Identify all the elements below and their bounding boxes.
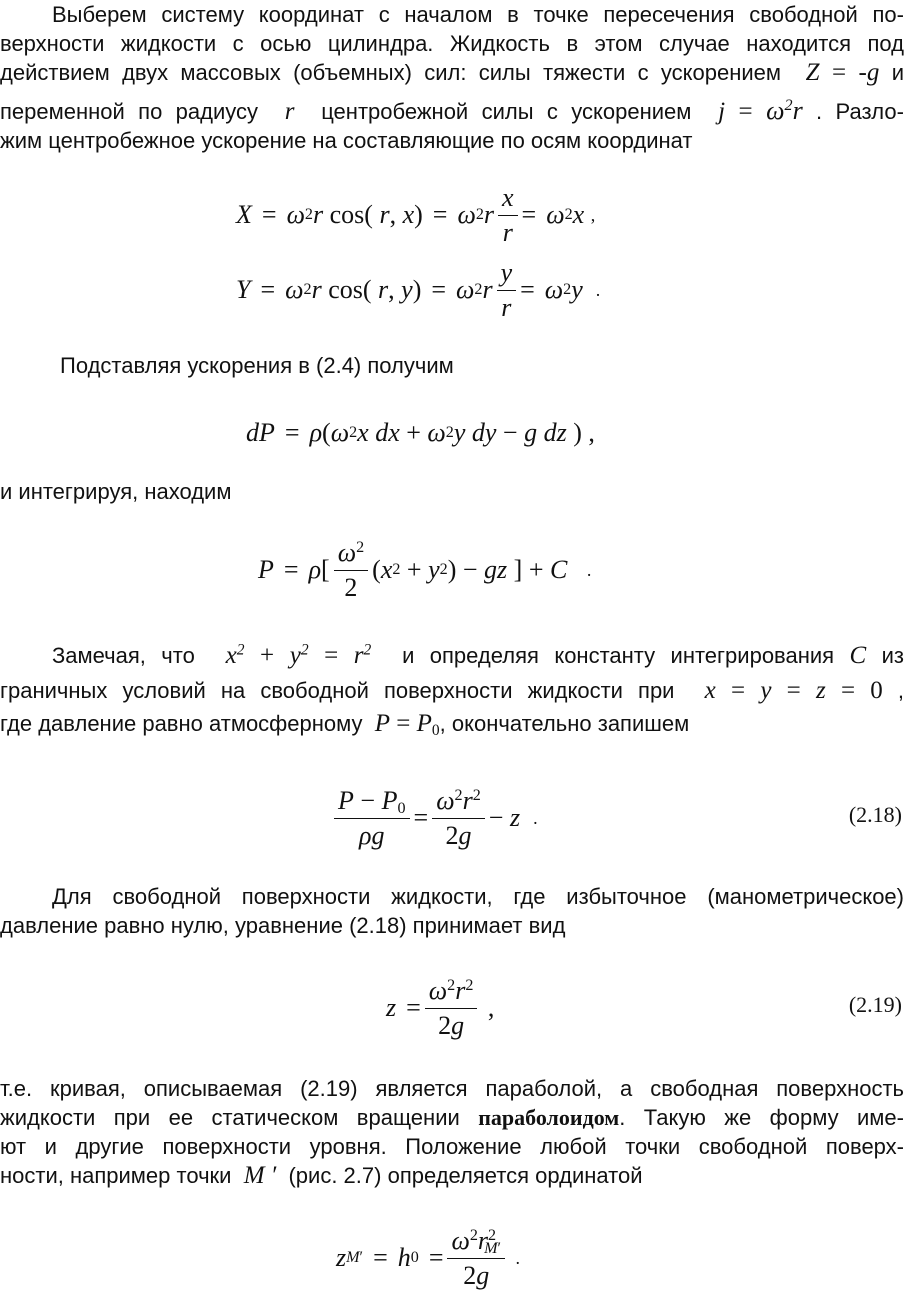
formula-C: C — [849, 642, 867, 669]
paragraph-free-surface — [0, 882, 904, 940]
text-fragment: и — [891, 60, 904, 85]
text-fragment: граничных условий на свободной поверхности жидкости при — [0, 678, 675, 703]
text-fragment: , окончательно запишем — [439, 711, 690, 736]
fraction: $\frac{\omega^2r^2}{2g}$ — [432, 786, 485, 851]
bold-term: параболоидом — [478, 1105, 620, 1130]
text-line: Для свободной поверхности жидкости, где избыточное (манометрическое) — [52, 884, 904, 909]
formula-r: r — [284, 98, 295, 125]
equation-X: X = ω 2 r cos( r , x ) = ω 2 r $\frac{x}{r}$ = ω 2 x , — [236, 182, 596, 247]
fraction: $\frac{\omega^2}{2}$ — [334, 538, 368, 603]
formula: = — [715, 677, 761, 704]
text-line — [0, 709, 904, 738]
formula: z — [816, 677, 826, 704]
formula: x — [704, 677, 716, 704]
text-fragment: и определяя константу интегрирования — [402, 643, 835, 668]
equation-2-18: $\frac{P - P_0}{\rho g}$ = $\frac{\omega^2r^2}{2g}$ − z . — [330, 778, 538, 858]
text-line: верхности жидкости с осью цилиндра. Жидкость в этом случае находится под — [0, 31, 904, 56]
text-fragment: из — [881, 643, 904, 668]
equation-number: (2.18) — [848, 802, 902, 827]
formula: P — [374, 710, 391, 737]
formula: $y^2$ — [289, 641, 309, 669]
text-line: и интегрируя, находим — [0, 479, 232, 504]
text-fragment: (рис. 2.7) определяется ординатой — [288, 1163, 643, 1188]
text-fragment: где давление равно атмосферному — [0, 711, 363, 736]
formula-omega: $\omega^2r$ — [766, 96, 803, 125]
paragraph-substituting — [60, 351, 860, 380]
equation-number: (2.19) — [848, 992, 902, 1017]
text-line — [0, 1161, 904, 1190]
text-line — [0, 641, 904, 670]
formula-eq: = - — [819, 59, 867, 86]
formula-M-prime: M ′ — [243, 1162, 277, 1189]
text-line — [0, 96, 904, 126]
text-fragment: Замечая, что — [52, 643, 195, 668]
text-fragment: действием двух массовых (объемных) сил: силы тяжести с ускорением — [0, 60, 782, 85]
formula: = — [308, 642, 354, 669]
formula: $r^2$ — [353, 641, 372, 669]
text-fragment: . Разло- — [816, 99, 904, 124]
text-line: ют и другие поверхности уровня. Положение любой точки свободной поверх- — [0, 1134, 904, 1159]
equation-Y: Y = ω 2 r cos( r , y ) = ω 2 r $\frac{y}{r}$ = ω 2 y . — [236, 257, 601, 322]
paragraph-paraboloid — [0, 1074, 904, 1190]
equation-P: P = ρ [ $\frac{\omega^2}{2}$ ( x 2 + y 2 ) − gz ] + C . — [258, 537, 592, 602]
equation-2-19: z = $\frac{\omega^2r^2}{2g}$ , — [386, 975, 495, 1040]
formula-Z: Z — [805, 59, 820, 86]
paragraph-integrating — [0, 477, 904, 506]
text-fragment: ности, например точки — [0, 1163, 232, 1188]
paragraph-intro-cont — [0, 58, 904, 155]
formula: = 0 — [825, 677, 883, 704]
formula-eq: = — [725, 98, 767, 125]
text-line: Выберем систему координат с началом в точке пересечения свободной по- — [52, 2, 904, 27]
formula: $P_0$ — [416, 710, 440, 739]
text-line: давление равно нулю, уравнение (2.18) принимает вид — [0, 913, 566, 938]
formula: $x^2$ — [225, 641, 245, 669]
text-line: граничных условий на свободной поверхности жидкости при x = y = z = 0 , — [0, 677, 904, 704]
fraction: $\frac{\omega^2r^2}{2g}$ — [425, 976, 478, 1041]
formula-j: j — [718, 98, 726, 125]
fraction: $\frac{x}{r}$ — [498, 183, 518, 248]
formula: = — [771, 677, 816, 704]
fraction: $\frac{y}{r}$ — [497, 258, 517, 323]
text-line: жим центробежное ускорение на составляющие по осям координат — [0, 128, 693, 153]
text-fragment: центробежной силы с ускорением — [321, 99, 692, 124]
text-fragment: переменной по радиусу — [0, 99, 259, 124]
paragraph-intro — [0, 0, 904, 58]
fraction: $\frac{P - P_0}{\rho g}$ — [334, 786, 410, 851]
paragraph-noting — [0, 641, 904, 738]
fraction: $\frac{\omega^2r^2_{M'}}{2g}$ — [447, 1226, 505, 1291]
text-fragment: . Такую же форму име- — [619, 1105, 904, 1130]
equation-zM: z M′ = h 0 = $\frac{\omega^2r^2_{M'}}{2g}$ . — [336, 1225, 521, 1290]
equation-dP: dP = ρ ( ω 2 x dx + ω 2 y dy − g dz ) , — [246, 418, 595, 447]
formula: + — [244, 642, 290, 669]
text-line: т.е. кривая, описываемая (2.19) является параболой, а свободная поверхность — [0, 1076, 904, 1101]
text-fragment: жидкости при ее статическом вращении — [0, 1105, 460, 1130]
formula-g: g — [866, 59, 880, 86]
text-line — [0, 58, 904, 87]
text-line — [0, 1103, 904, 1132]
formula: = — [390, 710, 417, 737]
formula: y — [760, 677, 772, 704]
text-line: Подставляя ускорения в (2.4) получим — [60, 353, 454, 378]
